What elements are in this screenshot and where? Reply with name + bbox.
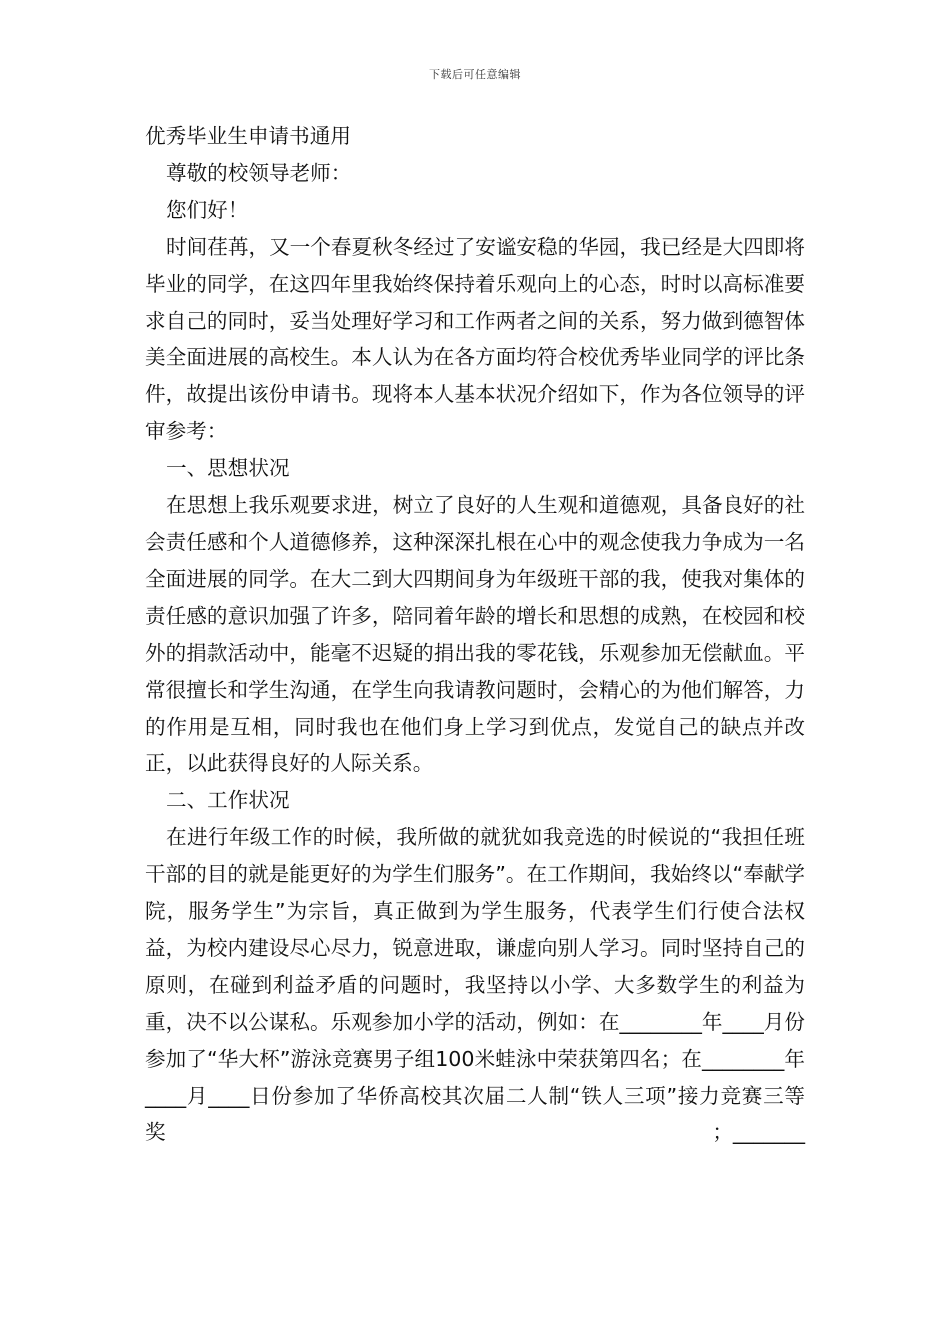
greeting: 您们好！ [166,197,249,222]
paragraph-intro: 时间荏苒，又一个春夏秋冬经过了安谧安稳的华园，我已经是大四即将毕业的同学，在这四年里我始终保持着乐观向上的心态，时时以高标准要求自己的同时，妥当处理好学习和工作两者之间的关系，努力做到德智体美全面进展的高校生。本人认为在各方面均符合校优秀毕业同学的评比条件，故提出该份申请书。现将本人基本状况介绍如下，作为各位领导的评审参考： [145,234,805,444]
salutation: 尊敬的校领导老师： [166,160,352,185]
paragraph-work: 在进行年级工作的时候，我所做的就犹如我竞选的时候说的“我担任班干部的目的就是能更好的为学生们服务”。在工作期间，我始终以“奉献学院，服务学生”为宗旨，真正做到为学生服务，代表学生们行使合法权益，为校内建设尽心尽力，锐意进取，谦虚向别人学习。同时坚持自己的原则，在碰到利益矛盾的问题时，我坚持以小学、大多数学生的利益为重，决不以公谋私。乐观参加小学的活动，例如：在________年____月份参加了“华大杯”游泳竞赛男子组100米蛙泳中荣获第四名；在________年____月____日份参加了华侨高校其次届二人制“铁人三项”接力竞赛三等奖；_______ [145,825,805,1145]
paragraph-thought: 在思想上我乐观要求进，树立了良好的人生观和道德观，具备良好的社会责任感和个人道德修养，这种深深扎根在心中的观念使我力争成为一名全面进展的同学。在大二到大四期间身为年级班干部的我，使我对集体的责任感的意识加强了许多，陪同着年龄的增长和思想的成熟，在校园和校外的捐款活动中，能毫不迟疑的捐出我的零花钱，乐观参加无偿献血。平常很擅长和学生沟通，在学生向我请教问题时，会精心的为他们解答，力的作用是互相，同时我也在他们身上学习到优点，发觉自己的缺点并改正，以此获得良好的人际关系。 [145,493,805,776]
document-body [145,118,805,1151]
page-header: 下载后可任意编辑 [429,68,521,81]
document-title: 优秀毕业生申请书通用 [145,124,351,148]
section-heading-work: 二、工作状况 [166,788,290,813]
section-heading-thought: 一、思想状况 [166,456,290,481]
